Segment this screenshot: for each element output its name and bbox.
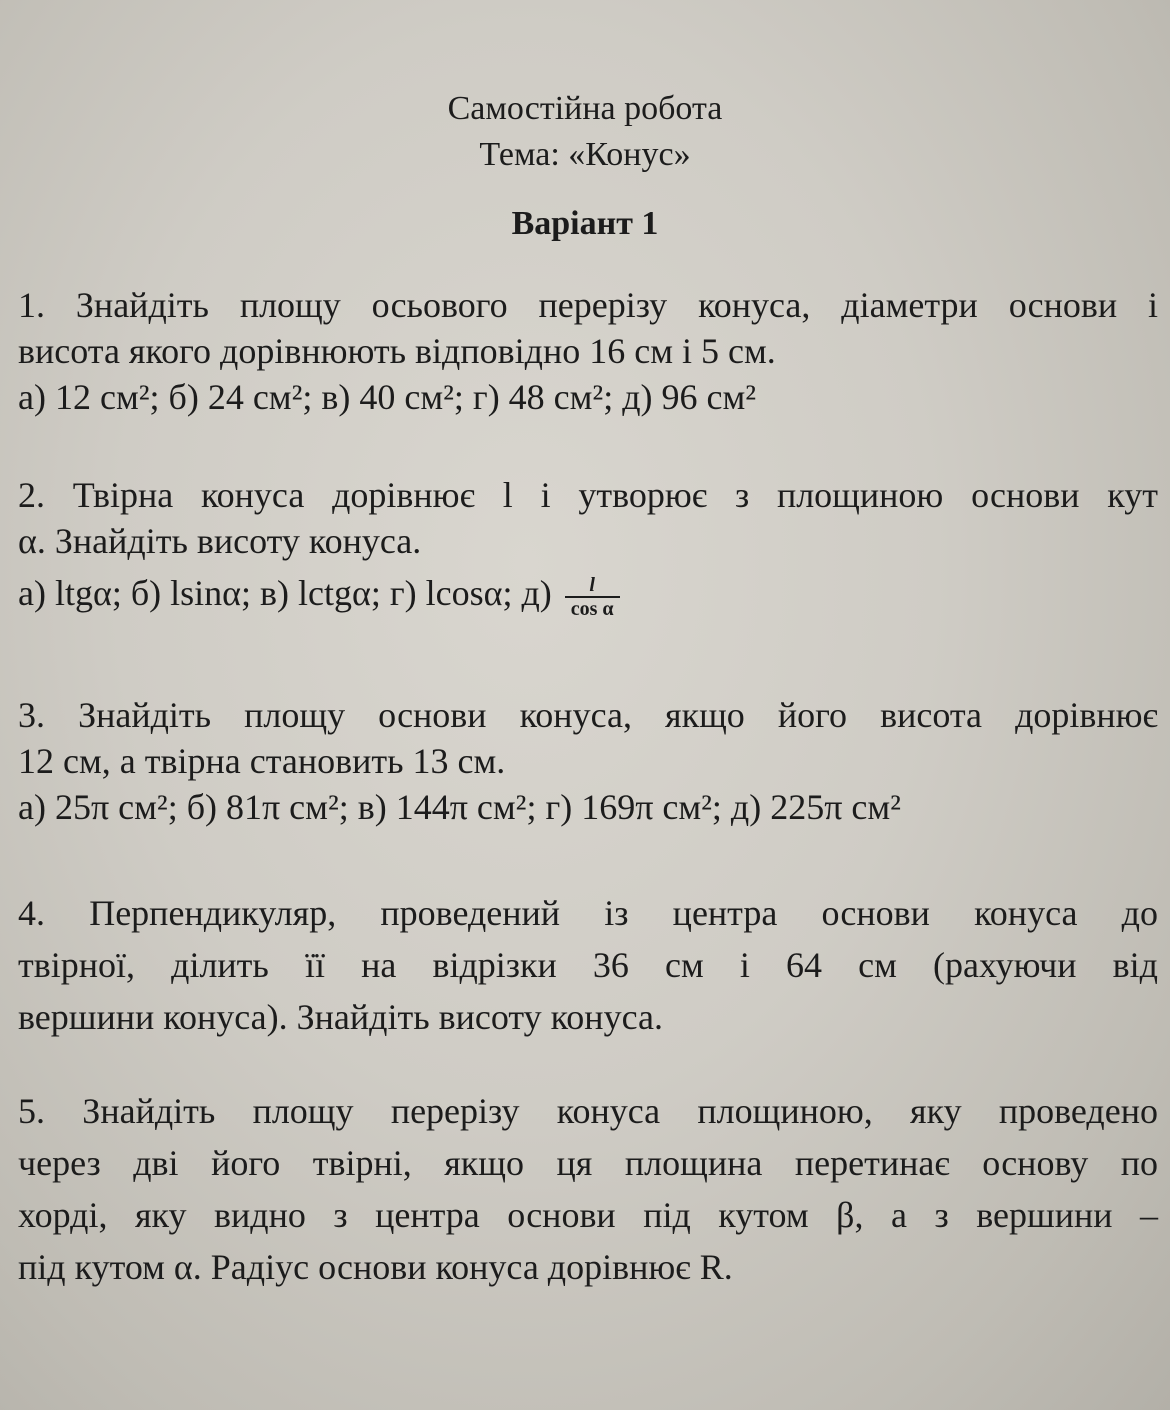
task-5-line-4: під кутом α. Радіус основи конуса дорівнює R. <box>18 1247 733 1287</box>
task-2-line-1: 2. Твірна конуса дорівнює l і утворює з площиною основи кут <box>18 475 1158 515</box>
task-5-line-1: 5. Знайдіть площу перерізу конуса площиною, яку проведено <box>18 1091 1158 1131</box>
task-2-answers-row <box>18 570 1158 620</box>
task-5-line-3: хорді, яку видно з центра основи під кутом β, а з вершини – <box>18 1195 1158 1235</box>
task-1-line-1: 1. Знайдіть площу осьового перерізу конуса, діаметри основи і <box>18 285 1158 325</box>
task-1-line-2: висота якого дорівнюють відповідно 16 см і 5 см. <box>18 331 776 371</box>
variant-label: Варіант 1 <box>511 205 659 242</box>
task-2-line-2: α. Знайдіть висоту конуса. <box>18 521 422 561</box>
task-4 <box>18 890 1158 1040</box>
task-1-answers: а) 12 см²; б) 24 см²; в) 40 см²; г) 48 см²; д) 96 см² <box>18 377 757 417</box>
task-3 <box>18 692 1158 830</box>
task-5-line-2: через дві його твірні, якщо ця площина перетинає основу по <box>18 1143 1158 1183</box>
task-2 <box>18 472 1158 620</box>
task-2-answers: а) ltgα; б) lsinα; в) lctgα; г) lcosα; д) <box>18 573 552 613</box>
fraction-numerator: l <box>589 573 595 596</box>
task-4-line-1: 4. Перпендикуляр, проведений із центра основи конуса до <box>18 893 1158 933</box>
task-1 <box>18 282 1158 420</box>
task-4-line-2: твірної, ділить її на відрізки 36 см і 64 см (рахуючи від <box>18 945 1158 985</box>
task-5 <box>18 1088 1158 1290</box>
task-4-line-3: вершини конуса). Знайдіть висоту конуса. <box>18 997 663 1037</box>
answer-fraction <box>565 574 620 620</box>
worksheet-title: Самостійна робота <box>447 90 723 127</box>
task-3-line-2: 12 см, а твірна становить 13 см. <box>18 741 506 781</box>
worksheet-header <box>0 88 1170 176</box>
task-3-line-1: 3. Знайдіть площу основи конуса, якщо його висота дорівнює <box>18 695 1158 735</box>
fraction-denominator: cos α <box>565 596 620 620</box>
task-3-answers: а) 25π см²; б) 81π см²; в) 144π см²; г) 169π см²; д) 225π см² <box>18 787 901 827</box>
worksheet-topic: Тема: «Конус» <box>479 136 691 173</box>
